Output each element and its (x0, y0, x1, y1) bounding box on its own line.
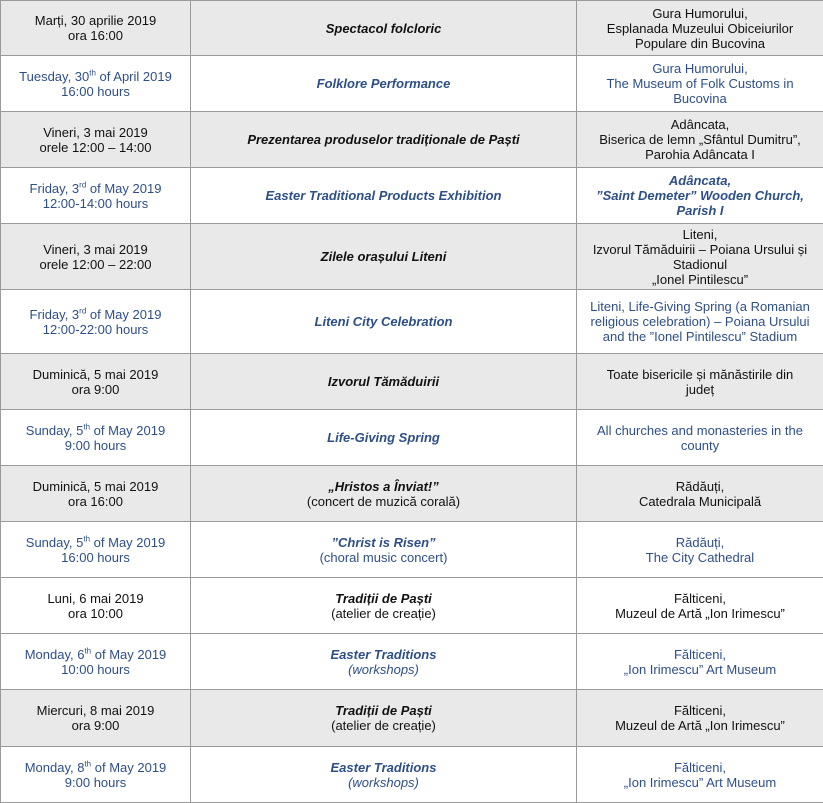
table-row (1, 634, 823, 690)
date-cell (1, 290, 191, 354)
table-row (1, 56, 823, 112)
date-ordinal-suffix: th (84, 759, 91, 768)
date-line: ora 9:00 (5, 382, 186, 397)
event-title: Easter Traditional Products Exhibition (195, 188, 572, 203)
time-line: 12:00-22:00 hours (5, 322, 186, 337)
location-line: Fălticeni, (581, 591, 819, 606)
date-text: of May 2019 (90, 423, 165, 438)
date-line (5, 760, 186, 775)
event-cell (191, 224, 577, 290)
location-line: Stadionul (581, 257, 819, 272)
location-line: Rădăuți, (581, 535, 819, 550)
location-line: Liteni, (581, 227, 819, 242)
location-cell (577, 354, 823, 410)
event-cell (191, 690, 577, 747)
events-table-body (1, 1, 823, 803)
location-line: „Ion Irimescu” Art Museum (581, 775, 819, 790)
date-cell (1, 690, 191, 747)
location-line: Bucovina (581, 91, 819, 106)
location-line: Biserica de lemn „Sfântul Dumitru”, (581, 132, 819, 147)
date-line: ora 10:00 (5, 606, 186, 621)
event-subtitle: (atelier de creație) (195, 718, 572, 733)
event-cell (191, 522, 577, 578)
location-line: „Ionel Pintilescu” (581, 272, 819, 287)
event-title: Easter Traditions (195, 647, 572, 662)
event-title: Izvorul Tămăduirii (195, 374, 572, 389)
event-subtitle: (workshops) (195, 662, 572, 677)
date-ordinal-suffix: th (89, 68, 96, 77)
date-line: orele 12:00 – 14:00 (5, 140, 186, 155)
date-line (5, 423, 186, 438)
date-text: Monday, 8 (25, 760, 85, 775)
date-line: Luni, 6 mai 2019 (5, 591, 186, 606)
location-line: ”Saint Demeter” Wooden Church, (581, 188, 819, 203)
location-line: The Museum of Folk Customs in (581, 76, 819, 91)
event-cell (191, 466, 577, 522)
date-text: Monday, 6 (25, 647, 85, 662)
event-title: Prezentarea produselor tradiționale de Paști (195, 132, 572, 147)
location-line: Parish I (581, 203, 819, 218)
event-cell (191, 168, 577, 224)
date-text: of May 2019 (91, 760, 166, 775)
event-cell (191, 354, 577, 410)
location-line: Fălticeni, (581, 760, 819, 775)
date-ordinal-suffix: rd (79, 306, 86, 315)
location-cell (577, 578, 823, 634)
location-line: Gura Humorului, (581, 6, 819, 21)
date-line: Vineri, 3 mai 2019 (5, 125, 186, 140)
date-ordinal-suffix: th (83, 422, 90, 431)
location-line: Populare din Bucovina (581, 36, 819, 51)
date-cell (1, 747, 191, 803)
location-cell (577, 224, 823, 290)
date-text: of May 2019 (91, 647, 166, 662)
location-cell (577, 56, 823, 112)
date-text: of May 2019 (86, 307, 161, 322)
event-title: Tradiții de Paști (195, 703, 572, 718)
date-line: Marți, 30 aprilie 2019 (5, 13, 186, 28)
location-line: Fălticeni, (581, 703, 819, 718)
location-line: Parohia Adâncata I (581, 147, 819, 162)
table-row (1, 354, 823, 410)
time-line: 12:00-14:00 hours (5, 196, 186, 211)
date-text: Sunday, 5 (26, 423, 84, 438)
location-cell (577, 168, 823, 224)
event-subtitle: (choral music concert) (195, 550, 572, 565)
time-line: 9:00 hours (5, 775, 186, 790)
date-text: of April 2019 (96, 69, 172, 84)
location-line: Esplanada Muzeului Obiceiurilor (581, 21, 819, 36)
table-row (1, 522, 823, 578)
location-line: județ (581, 382, 819, 397)
location-cell (577, 466, 823, 522)
location-line: „Ion Irimescu” Art Museum (581, 662, 819, 677)
date-line (5, 647, 186, 662)
event-cell (191, 578, 577, 634)
table-row (1, 224, 823, 290)
location-line: county (581, 438, 819, 453)
date-cell (1, 578, 191, 634)
location-line: Muzeul de Artă „Ion Irimescu” (581, 606, 819, 621)
location-line: The City Cathedral (581, 550, 819, 565)
event-title: ”Christ is Risen” (195, 535, 572, 550)
event-title: Life-Giving Spring (195, 430, 572, 445)
date-line: orele 12:00 – 22:00 (5, 257, 186, 272)
event-title: Easter Traditions (195, 760, 572, 775)
location-cell (577, 410, 823, 466)
date-text: Friday, 3 (30, 181, 80, 196)
date-line: Duminică, 5 mai 2019 (5, 367, 186, 382)
date-ordinal-suffix: th (84, 646, 91, 655)
event-cell (191, 1, 577, 56)
date-cell (1, 1, 191, 56)
event-title: Liteni City Celebration (195, 314, 572, 329)
date-cell (1, 634, 191, 690)
date-line (5, 535, 186, 550)
date-line: ora 9:00 (5, 718, 186, 733)
date-cell (1, 224, 191, 290)
location-line: Adâncata, (581, 117, 819, 132)
date-line (5, 307, 186, 322)
date-cell (1, 112, 191, 168)
location-line: Adâncata, (581, 173, 819, 188)
date-text: Friday, 3 (30, 307, 80, 322)
date-text: Sunday, 5 (26, 535, 84, 550)
location-cell (577, 634, 823, 690)
table-row (1, 168, 823, 224)
time-line: 16:00 hours (5, 84, 186, 99)
date-ordinal-suffix: rd (79, 180, 86, 189)
table-row (1, 290, 823, 354)
table-row (1, 410, 823, 466)
table-row (1, 578, 823, 634)
event-title: Spectacol folcloric (195, 21, 572, 36)
table-row (1, 1, 823, 56)
event-cell (191, 290, 577, 354)
event-title: „Hristos a Înviat!” (195, 479, 572, 494)
location-line: Catedrala Municipală (581, 494, 819, 509)
location-line: Rădăuți, (581, 479, 819, 494)
event-title: Tradiții de Paști (195, 591, 572, 606)
date-cell (1, 410, 191, 466)
location-line: Muzeul de Artă „Ion Irimescu” (581, 718, 819, 733)
table-row (1, 112, 823, 168)
table-row (1, 747, 823, 803)
date-cell (1, 466, 191, 522)
date-text: of May 2019 (90, 535, 165, 550)
location-line: Izvorul Tămăduirii – Poiana Ursului și (581, 242, 819, 257)
date-cell (1, 168, 191, 224)
date-line: Miercuri, 8 mai 2019 (5, 703, 186, 718)
event-cell (191, 410, 577, 466)
event-cell (191, 634, 577, 690)
location-line: Gura Humorului, (581, 61, 819, 76)
date-line: ora 16:00 (5, 28, 186, 43)
location-cell (577, 747, 823, 803)
date-text: Tuesday, 30 (19, 69, 89, 84)
event-title: Zilele orașului Liteni (195, 249, 572, 264)
date-ordinal-suffix: th (83, 534, 90, 543)
location-line: religious celebration) – Poiana Ursului (581, 314, 819, 329)
location-cell (577, 290, 823, 354)
table-row (1, 466, 823, 522)
time-line: 16:00 hours (5, 550, 186, 565)
date-line: Duminică, 5 mai 2019 (5, 479, 186, 494)
date-cell (1, 354, 191, 410)
location-cell (577, 1, 823, 56)
date-line (5, 69, 186, 84)
table-row (1, 690, 823, 747)
location-line: Fălticeni, (581, 647, 819, 662)
location-cell (577, 522, 823, 578)
location-line: All churches and monasteries in the (581, 423, 819, 438)
location-cell (577, 112, 823, 168)
location-line: Toate bisericile și mănăstirile din (581, 367, 819, 382)
time-line: 10:00 hours (5, 662, 186, 677)
event-cell (191, 56, 577, 112)
date-cell (1, 522, 191, 578)
date-line (5, 181, 186, 196)
date-text: of May 2019 (86, 181, 161, 196)
event-subtitle: (workshops) (195, 775, 572, 790)
event-cell (191, 747, 577, 803)
location-cell (577, 690, 823, 747)
date-cell (1, 56, 191, 112)
date-line: Vineri, 3 mai 2019 (5, 242, 186, 257)
event-title: Folklore Performance (195, 76, 572, 91)
date-line: ora 16:00 (5, 494, 186, 509)
event-cell (191, 112, 577, 168)
event-subtitle: (concert de muzică corală) (195, 494, 572, 509)
event-subtitle: (atelier de creație) (195, 606, 572, 621)
time-line: 9:00 hours (5, 438, 186, 453)
location-line: Liteni, Life-Giving Spring (a Romanian (581, 299, 819, 314)
location-line: and the ”Ionel Pintilescu” Stadium (581, 329, 819, 344)
